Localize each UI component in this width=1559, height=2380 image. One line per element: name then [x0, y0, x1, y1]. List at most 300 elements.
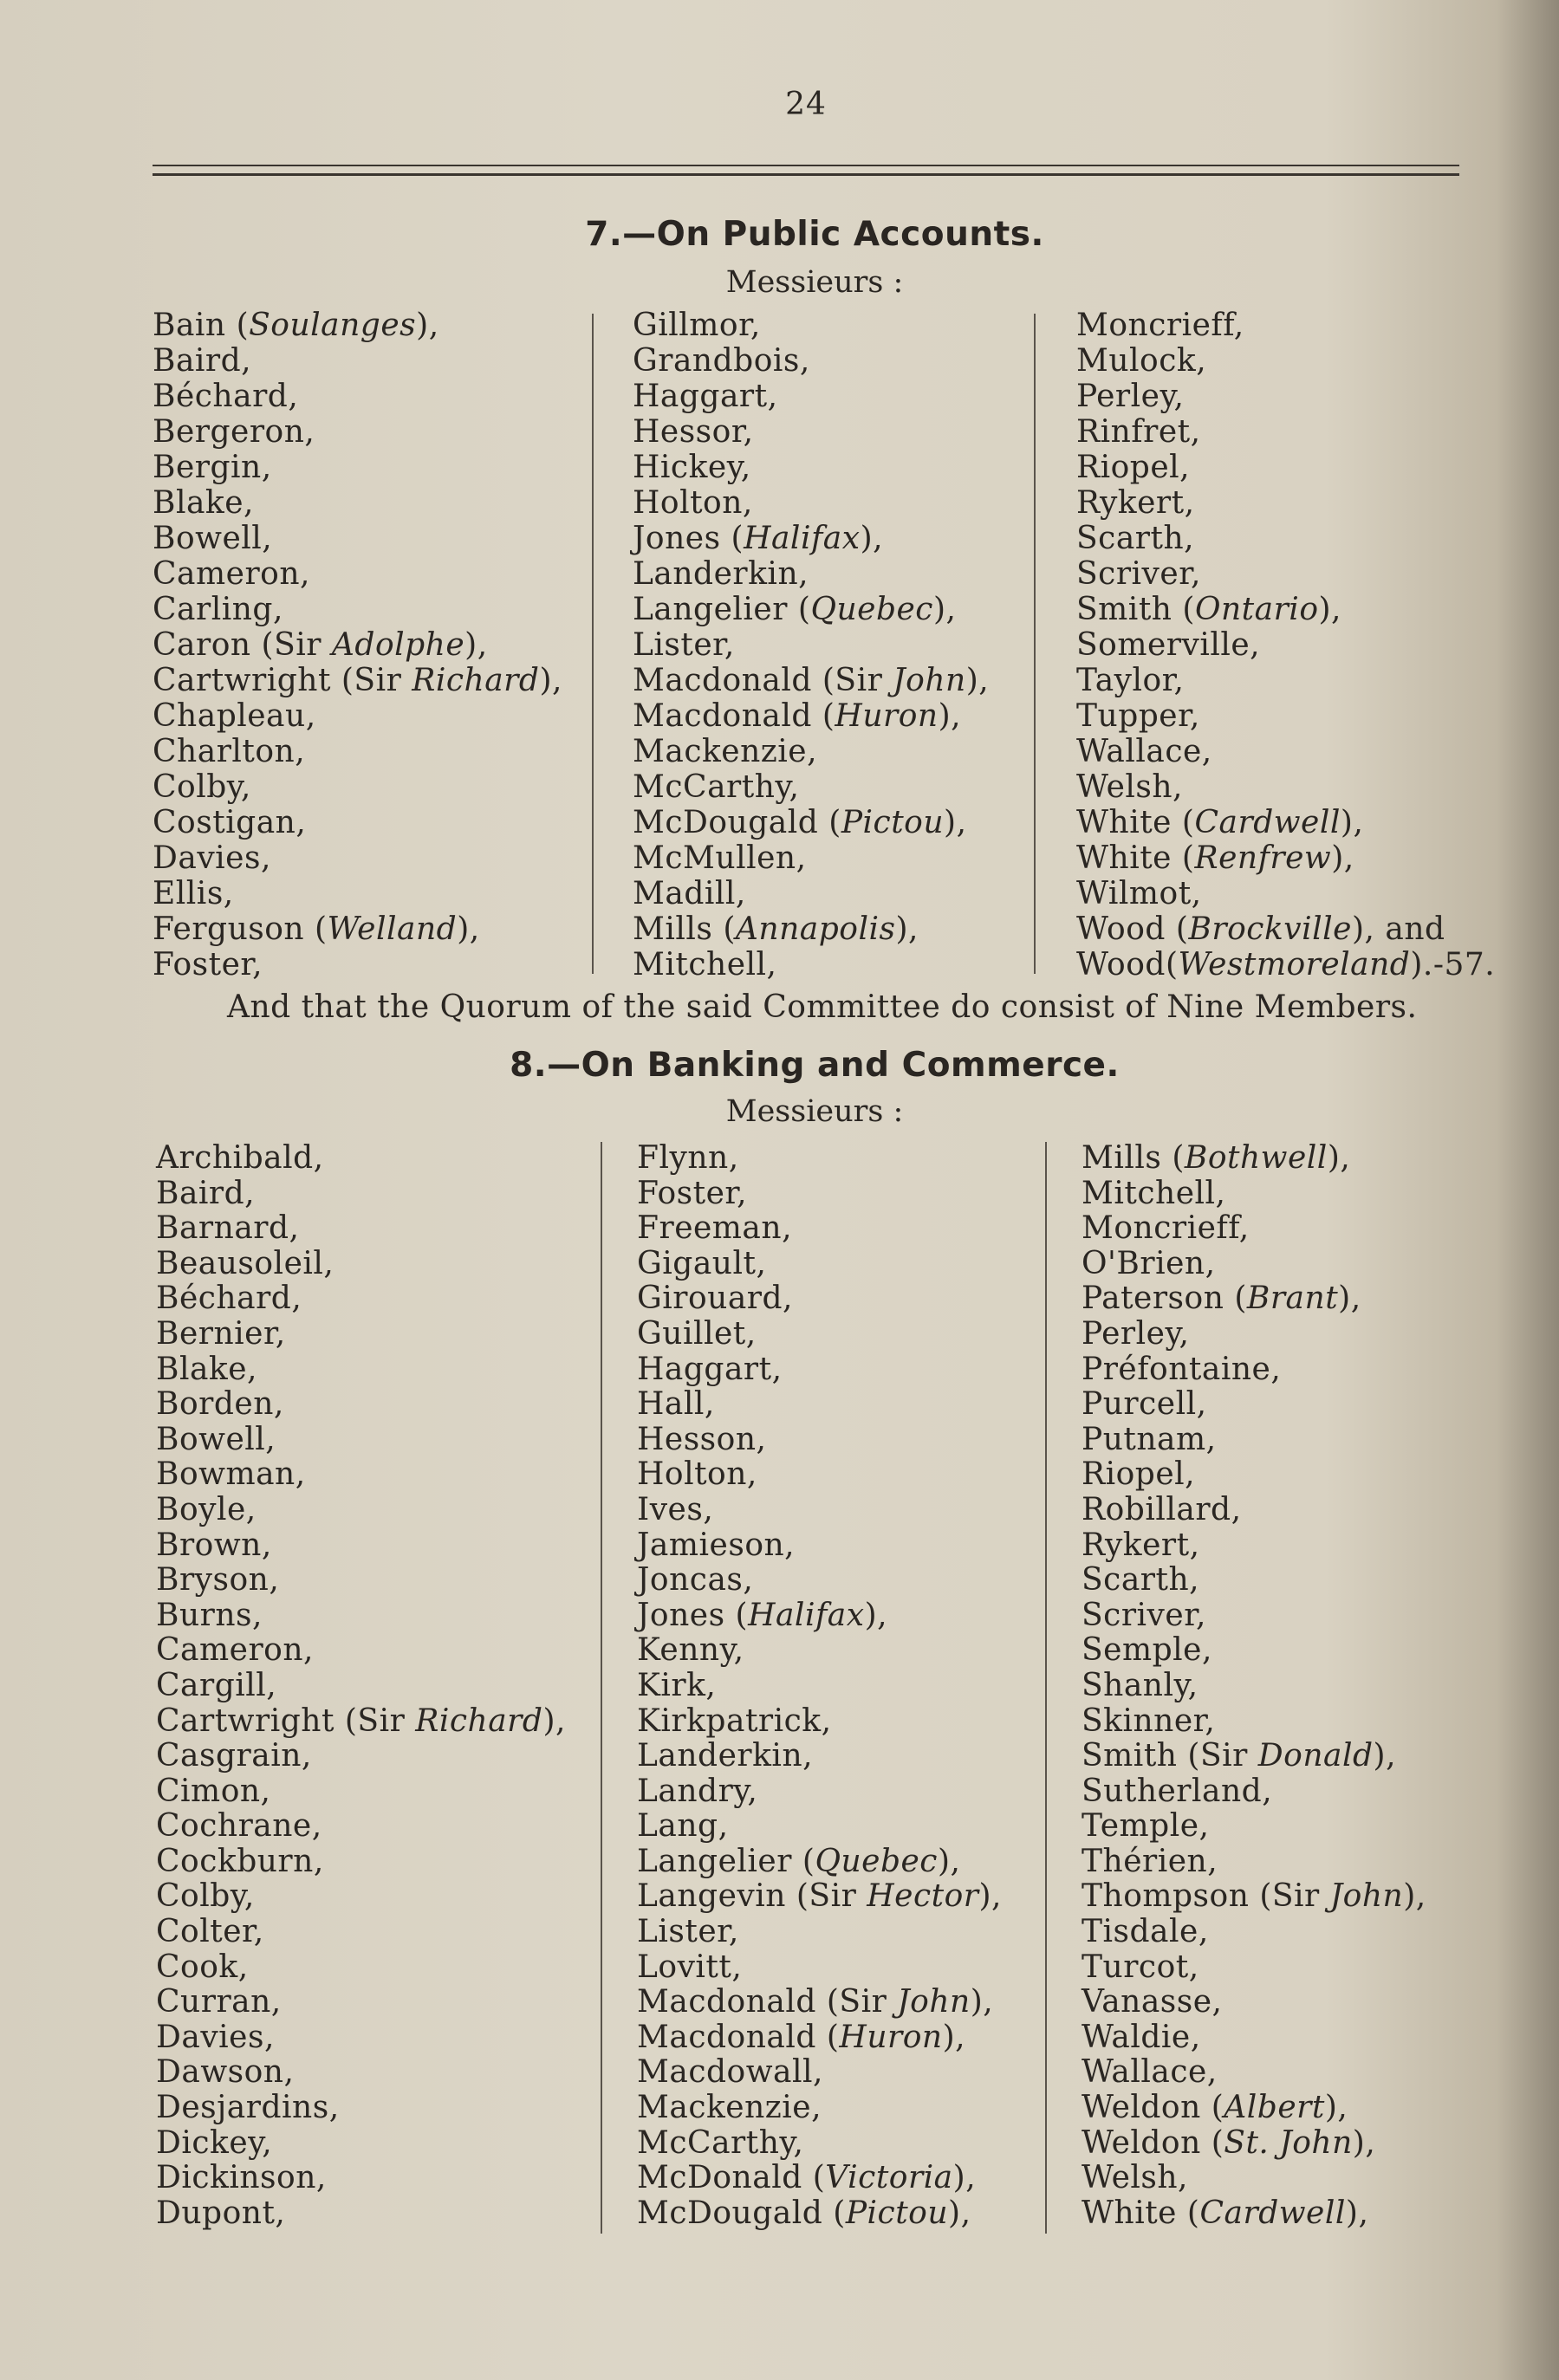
member-surname: Perley,: [1076, 379, 1185, 414]
member-name: [156, 1247, 566, 1282]
member-surname: Rinfret,: [1076, 414, 1201, 450]
member-name: [153, 379, 562, 414]
member-surname: Hall,: [637, 1386, 715, 1423]
name-suffix: ),: [1373, 1738, 1397, 1774]
member-name: Langelier (Quebec),: [637, 1843, 961, 1879]
member-name: [156, 2126, 566, 2162]
member-surname: Langelier: [633, 592, 788, 627]
member-surname: Guillet,: [637, 1315, 757, 1352]
riding-name: Cardwell: [1199, 2195, 1346, 2231]
member-surname: Baird,: [156, 1175, 256, 1211]
riding-name: Annapolis: [735, 911, 896, 947]
member-name: [637, 1141, 1002, 1177]
member-name: [156, 1493, 566, 1528]
member-surname: Grandbois,: [633, 343, 810, 379]
member-surname: Dawson,: [156, 2054, 295, 2091]
member-surname: Ives,: [637, 1491, 714, 1527]
member-name: [1076, 450, 1495, 485]
member-name: [1082, 1211, 1426, 1247]
member-surname: Temple,: [1082, 1808, 1210, 1845]
member-surname: White: [1076, 840, 1172, 876]
member-name: [1076, 485, 1495, 521]
member-surname: Bergin,: [153, 450, 272, 485]
member-surname: Smith: [1076, 592, 1172, 627]
member-surname: Bowman,: [156, 1456, 306, 1493]
member-surname: Haggart,: [633, 379, 778, 414]
member-name: [153, 734, 562, 769]
member-surname: Blake,: [156, 1351, 257, 1387]
member-surname: McDougald: [637, 2195, 823, 2231]
member-surname: Béchard,: [153, 379, 299, 414]
member-surname: Weldon: [1082, 2124, 1201, 2161]
member-surname: Desjardins,: [156, 2090, 340, 2126]
member-name: [153, 876, 562, 911]
member-name: [156, 1281, 566, 1317]
member-name: [637, 1493, 1002, 1528]
member-name: [1082, 1493, 1426, 1528]
member-name: [1076, 308, 1495, 343]
riding-name: Welland: [327, 911, 458, 947]
riding-name: Pictou: [841, 805, 945, 840]
member-name: [637, 2091, 1002, 2126]
member-surname: O'Brien,: [1082, 1245, 1216, 1281]
member-name: [1082, 1317, 1426, 1352]
member-surname: Gillmor,: [633, 308, 761, 343]
member-surname: Moncrieff,: [1082, 1210, 1250, 1247]
member-name: [156, 1457, 566, 1493]
member-name: [1082, 1528, 1426, 1564]
member-surname: Skinner,: [1082, 1702, 1216, 1739]
member-surname: Scriver,: [1082, 1597, 1206, 1633]
member-surname: Brown,: [156, 1527, 272, 1563]
member-name: [633, 414, 989, 450]
member-name: [1082, 1879, 1426, 1915]
member-surname: Lister,: [637, 1914, 739, 1950]
name-suffix: ),: [978, 1878, 1002, 1915]
member-name: [156, 1879, 566, 1915]
member-name: [153, 556, 562, 592]
member-surname: Borden,: [156, 1386, 284, 1423]
member-name: [156, 2161, 566, 2196]
member-surname: Cameron,: [156, 1632, 314, 1669]
member-name: [156, 2055, 566, 2091]
quorum-statement: And that the Quorum of the said Committee do consist of Nine Members.: [227, 989, 1418, 1025]
member-surname: Jones: [637, 1597, 725, 1633]
member-surname: Holton,: [633, 485, 753, 521]
member-surname: Macdonald (Sir: [633, 663, 883, 698]
member-name: [1076, 769, 1495, 805]
member-surname: Shanly,: [1082, 1667, 1198, 1703]
member-surname: Riopel,: [1082, 1456, 1196, 1493]
member-surname: Préfontaine,: [1082, 1351, 1282, 1387]
member-name: [633, 769, 989, 805]
given-name: Donald: [1257, 1738, 1374, 1774]
member-surname: Lovitt,: [637, 1949, 743, 1985]
member-surname: Jamieson,: [637, 1527, 796, 1563]
member-name: [1082, 1950, 1426, 1986]
column-divider: [1045, 1142, 1047, 2234]
member-name: [1076, 521, 1495, 556]
member-name: [153, 414, 562, 450]
member-surname: Freeman,: [637, 1210, 793, 1247]
member-surname: Holton,: [637, 1456, 757, 1493]
member-surname: Barnard,: [156, 1210, 300, 1247]
member-surname: Hesson,: [637, 1421, 767, 1457]
member-name: [1082, 1915, 1426, 1950]
given-name: John: [897, 1984, 971, 2020]
member-name: [637, 1281, 1002, 1317]
member-name: [1082, 1669, 1426, 1704]
member-surname: Mills: [633, 911, 713, 947]
name-suffix: ,: [1331, 592, 1341, 627]
member-name: [156, 1317, 566, 1352]
member-surname: Wilmot,: [1076, 876, 1202, 911]
member-name: White (Cardwell),: [1076, 805, 1364, 840]
member-name: [156, 1774, 566, 1810]
member-surname: Mackenzie,: [637, 2090, 822, 2126]
member-name: [153, 592, 562, 627]
member-name: [637, 1915, 1002, 1950]
member-surname: Boyle,: [156, 1491, 257, 1527]
name-suffix: ,: [908, 911, 919, 947]
member-name: [637, 1633, 1002, 1669]
member-surname: Colby,: [156, 1878, 255, 1915]
section-heading: 8.—On Banking and Commerce.: [510, 1046, 1120, 1085]
member-name: [156, 1704, 566, 1740]
name-suffix: ),: [542, 1702, 566, 1739]
given-name: John: [1329, 1878, 1404, 1915]
member-surname: Carling,: [153, 592, 283, 627]
member-surname: Smith (Sir: [1082, 1738, 1248, 1774]
member-name: [633, 485, 989, 521]
member-surname: Cimon,: [156, 1773, 271, 1809]
member-name: [1076, 414, 1495, 450]
given-name: Richard: [415, 1702, 543, 1739]
member-surname: Mackenzie,: [633, 734, 818, 769]
member-surname: Blake,: [153, 485, 254, 521]
member-surname: McDonald: [637, 2160, 802, 2196]
member-name: [156, 1809, 566, 1845]
member-surname: Haggart,: [637, 1351, 783, 1387]
member-name: [1076, 698, 1495, 734]
name-suffix: ,: [955, 2019, 966, 2055]
member-surname: Wood: [1076, 947, 1166, 982]
member-surname: Dickinson,: [156, 2160, 327, 2196]
member-name: [633, 627, 989, 663]
page-number: 24: [785, 87, 827, 122]
member-surname: McDougald: [633, 805, 819, 840]
member-name: [153, 450, 562, 485]
member-name: [156, 2020, 566, 2056]
member-column-1: [156, 1141, 566, 2231]
member-surname: Foster,: [153, 947, 263, 982]
member-name: [633, 840, 989, 876]
member-name: [633, 450, 989, 485]
name-suffix: ),: [970, 1984, 994, 2020]
member-name: McDonald (Victoria),: [637, 2160, 977, 2196]
member-name: Macdonald (Huron),: [633, 698, 962, 734]
member-name: [633, 308, 989, 343]
member-surname: Semple,: [1082, 1632, 1212, 1669]
member-name: [153, 663, 562, 698]
member-surname: Flynn,: [637, 1140, 739, 1176]
member-surname: Kenny,: [637, 1632, 744, 1669]
member-name: [637, 1879, 1002, 1915]
member-surname: Girouard,: [637, 1281, 793, 1317]
name-suffix: ,: [1340, 1140, 1351, 1176]
member-surname: Moncrieff,: [1076, 308, 1244, 343]
member-surname: Wood: [1076, 911, 1166, 947]
member-name: Smith (Ontario),: [1076, 592, 1341, 627]
member-name: [156, 1669, 566, 1704]
member-name: [156, 1950, 566, 1986]
member-name: [156, 1141, 566, 1177]
member-name: [1076, 627, 1495, 663]
member-surname: Thérien,: [1082, 1843, 1218, 1879]
riding-name: Renfrew: [1194, 840, 1332, 876]
member-surname: Thompson (Sir: [1082, 1878, 1320, 1915]
section-heading: 7.—On Public Accounts.: [585, 215, 1044, 254]
member-surname: Joncas,: [637, 1562, 754, 1599]
member-surname: Curran,: [156, 1984, 282, 2020]
member-name: [156, 1599, 566, 1634]
riding-name: Huron: [839, 2019, 943, 2055]
member-name: [1082, 2020, 1426, 2056]
member-surname: Macdowall,: [637, 2054, 823, 2091]
member-surname: Cochrane,: [156, 1808, 322, 1845]
member-name: Paterson (Brant),: [1082, 1281, 1361, 1317]
name-suffix: , and: [1364, 911, 1445, 947]
member-surname: Caron (Sir: [153, 627, 322, 663]
member-surname: Langevin (Sir: [637, 1878, 857, 1915]
member-surname: Mills: [1082, 1140, 1162, 1176]
member-surname: Costigan,: [153, 805, 307, 840]
member-surname: Langelier: [637, 1843, 792, 1879]
member-surname: Ferguson: [153, 911, 305, 947]
member-name: [1076, 379, 1495, 414]
member-surname: Landry,: [637, 1773, 758, 1809]
member-surname: Kirkpatrick,: [637, 1702, 832, 1739]
member-name: [156, 1845, 566, 1880]
member-name: [153, 627, 562, 663]
name-suffix: ,: [1343, 840, 1354, 876]
name-suffix: ,: [877, 1597, 888, 1633]
given-name: Hector: [867, 1878, 979, 1915]
member-name: [1082, 1809, 1426, 1845]
member-name: [633, 556, 989, 592]
name-suffix: ,: [956, 805, 967, 840]
member-name: [633, 734, 989, 769]
member-surname: Casgrain,: [156, 1738, 312, 1774]
name-suffix: ),: [1403, 1878, 1426, 1915]
member-surname: Charlton,: [153, 734, 306, 769]
member-surname: Macdonald: [633, 698, 812, 734]
member-name: [153, 805, 562, 840]
member-name: [153, 840, 562, 876]
given-name: John: [893, 663, 966, 698]
member-surname: Tupper,: [1076, 698, 1200, 734]
member-surname: Paterson: [1082, 1281, 1224, 1317]
name-suffix: ),: [539, 663, 562, 698]
member-name: [156, 1423, 566, 1458]
member-surname: Vanasse,: [1082, 1984, 1223, 2020]
member-surname: Bowell,: [156, 1421, 276, 1457]
member-surname: Macdonald (Sir: [637, 1984, 887, 2020]
member-name: [1082, 1739, 1426, 1774]
member-surname: Gigault,: [637, 1245, 767, 1281]
member-surname: Hickey,: [633, 450, 751, 485]
column-divider: [592, 314, 594, 974]
member-name: [1082, 1423, 1426, 1458]
member-surname: Bernier,: [156, 1315, 286, 1352]
member-surname: Robillard,: [1082, 1491, 1242, 1527]
member-surname: Beausoleil,: [156, 1245, 335, 1281]
messieurs-label: Messieurs :: [725, 265, 904, 300]
riding-name: Soulanges: [249, 308, 417, 343]
member-surname: Turcot,: [1082, 1949, 1199, 1985]
member-name: [637, 2055, 1002, 2091]
riding-name: Halifax: [744, 521, 861, 556]
member-surname: Archibald,: [156, 1140, 324, 1176]
riding-name: Brant: [1246, 1281, 1339, 1317]
member-surname: Cargill,: [156, 1667, 277, 1703]
member-name: Wood (Brockville), and: [1076, 911, 1445, 947]
member-name: [637, 1352, 1002, 1388]
member-surname: Landerkin,: [637, 1738, 814, 1774]
member-surname: Davies,: [153, 840, 271, 876]
member-name: [633, 876, 989, 911]
member-surname: Jones: [633, 521, 721, 556]
member-surname: Colby,: [153, 769, 251, 805]
column-divider: [1034, 314, 1036, 974]
member-name: [637, 1387, 1002, 1423]
member-surname: Foster,: [637, 1175, 748, 1211]
member-name: [633, 343, 989, 379]
member-name: [637, 1423, 1002, 1458]
name-suffix: ,: [428, 308, 439, 343]
member-surname: Scarth,: [1082, 1562, 1200, 1599]
member-surname: Waldie,: [1082, 2019, 1201, 2055]
member-name: [1082, 1563, 1426, 1599]
member-surname: Weldon: [1082, 2090, 1201, 2126]
member-surname: Cartwright (Sir: [153, 663, 402, 698]
member-column-2: [633, 308, 989, 982]
member-surname: Davies,: [156, 2019, 275, 2055]
member-name: [1082, 1457, 1426, 1493]
member-name: [153, 521, 562, 556]
member-name: [637, 1985, 1002, 2020]
member-name: [637, 1457, 1002, 1493]
member-name: [156, 1739, 566, 1774]
member-surname: Béchard,: [156, 1281, 302, 1317]
member-name: [637, 1317, 1002, 1352]
member-surname: Landerkin,: [633, 556, 809, 592]
member-surname: Madill,: [633, 876, 746, 911]
member-name: [1082, 1177, 1426, 1212]
member-name: McDougald (Pictou),: [633, 805, 967, 840]
member-surname: Hessor,: [633, 414, 754, 450]
riding-name: Quebec: [810, 592, 933, 627]
member-column-3: [1082, 1141, 1426, 2231]
member-surname: Wallace,: [1076, 734, 1212, 769]
member-name: White (Renfrew),: [1076, 840, 1354, 876]
member-name: [153, 485, 562, 521]
member-surname: Tisdale,: [1082, 1914, 1209, 1950]
member-column-3: [1076, 308, 1495, 982]
member-name: [153, 947, 562, 982]
member-name: [637, 1528, 1002, 1564]
member-name: [1082, 1352, 1426, 1388]
member-surname: Ellis,: [153, 876, 234, 911]
member-name: [637, 1177, 1002, 1212]
riding-name: St. John: [1224, 2124, 1353, 2161]
member-surname: Rykert,: [1076, 485, 1195, 521]
member-name: [1082, 1704, 1426, 1740]
member-name: Mills (Annapolis),: [633, 911, 919, 947]
name-suffix: ,: [1350, 1281, 1361, 1317]
member-name: [156, 1387, 566, 1423]
member-name: [156, 1528, 566, 1564]
member-name: Mills (Bothwell),: [1082, 1140, 1351, 1176]
member-name: [153, 343, 562, 379]
member-name: Bain (Soulanges),: [153, 308, 439, 343]
riding-name: Cardwell: [1194, 805, 1341, 840]
member-name: [1082, 1774, 1426, 1810]
member-name: [156, 1177, 566, 1212]
member-surname: Lister,: [633, 627, 735, 663]
member-surname: Bain: [153, 308, 226, 343]
member-name: [637, 1247, 1002, 1282]
member-name: Ferguson (Welland),: [153, 911, 480, 947]
member-surname: White: [1076, 805, 1172, 840]
member-name: Jones (Halifax),: [637, 1597, 888, 1633]
name-suffix: ,: [1353, 805, 1364, 840]
given-name: Richard: [412, 663, 540, 698]
name-suffix: ,: [960, 2195, 971, 2231]
name-suffix: ,: [945, 592, 957, 627]
member-name: [1076, 734, 1495, 769]
member-surname: Mitchell,: [1082, 1175, 1226, 1211]
member-name: [1076, 876, 1495, 911]
member-name: Weldon (Albert),: [1082, 2090, 1348, 2126]
column-divider: [601, 1142, 602, 2234]
riding-name: Bothwell: [1184, 1140, 1328, 1176]
name-suffix: ,: [950, 1843, 961, 1879]
member-name: [1076, 556, 1495, 592]
riding-name: Quebec: [815, 1843, 938, 1879]
member-surname: Welsh,: [1076, 769, 1183, 805]
member-name: [1076, 343, 1495, 379]
name-suffix: .-57.: [1422, 947, 1496, 982]
riding-name: Albert: [1224, 2090, 1325, 2126]
member-surname: McMullen,: [633, 840, 807, 876]
member-name: [156, 2091, 566, 2126]
member-name: [633, 663, 989, 698]
member-name: Langelier (Quebec),: [633, 592, 957, 627]
member-surname: Bowell,: [153, 521, 273, 556]
member-surname: Bryson,: [156, 1562, 280, 1599]
member-surname: Wallace,: [1082, 2054, 1218, 2091]
member-surname: Somerville,: [1076, 627, 1261, 663]
member-surname: Macdonald: [637, 2019, 816, 2055]
header-rule-thick: [153, 173, 1459, 176]
member-column-2: [637, 1141, 1002, 2231]
member-name: Weldon (St. John),: [1082, 2124, 1376, 2161]
given-name: Adolphe: [331, 627, 465, 663]
member-surname: Chapleau,: [153, 698, 316, 734]
member-name: [156, 1915, 566, 1950]
member-name: [633, 379, 989, 414]
